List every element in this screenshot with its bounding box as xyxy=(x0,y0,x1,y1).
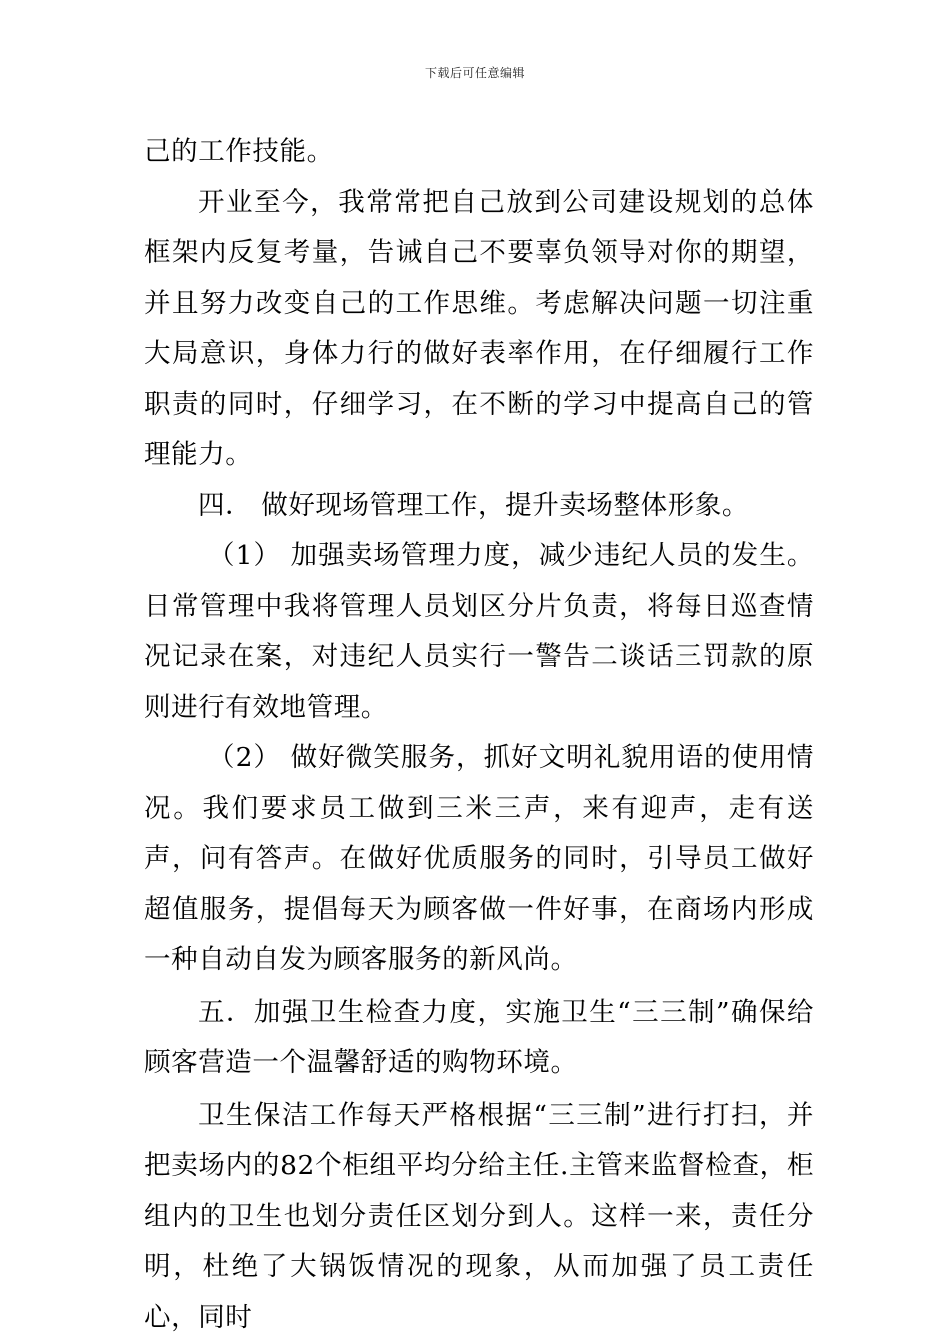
paragraph-continuation: 己的工作技能。 xyxy=(144,136,334,167)
page-header: 下载后可任意编辑 xyxy=(424,66,525,80)
paragraph-item-1: （1） 加强卖场管理力度，减少违纪人员的发生。日常管理中我将管理人员划区分片负责，将每日巡查情况记录在案，对违纪人员实行一警告二谈话三罚款的原则进行有效地管理。 xyxy=(144,540,814,723)
paragraph-since-opening: 开业至今，我常常把自己放到公司建设规划的总体框架内反复考量，告诫自己不要辜负领导对你的期望，并且努力改变自己的工作思维。考虑解决问题一切注重大局意识，身体力行的做好表率作用，在仔细履行工作职责的同时，仔细学习，在不断的学习中提高自己的管理能力。 xyxy=(144,186,814,470)
document-body xyxy=(144,127,814,1343)
paragraph-hygiene: 卫生保洁工作每天严格根据“三三制”进行打扫，并把卖场内的82个柜组平均分给主任.主管来监督检查，柜组内的卫生也划分责任区划分到人。这样一来，责任分明，杜绝了大锅饭情况的现象，从而加强了员工责任心，同时 xyxy=(144,1099,814,1333)
paragraph-item-2: （2） 做好微笑服务，抓好文明礼貌用语的使用情况。我们要求员工做到三米三声，来有迎声，走有送声，问有答声。在做好优质服务的同时，引导员工做好超值服务，提倡每天为顾客做一件好事，在商场内形成一种自动自发为顾客服务的新风尚。 xyxy=(144,742,814,975)
section-heading-five: 五．加强卫生检查力度，实施卫生“三三制”确保给顾客营造一个温馨舒适的购物环境。 xyxy=(144,996,814,1078)
section-heading-four: 四． 做好现场管理工作，提升卖场整体形象。 xyxy=(198,489,750,521)
